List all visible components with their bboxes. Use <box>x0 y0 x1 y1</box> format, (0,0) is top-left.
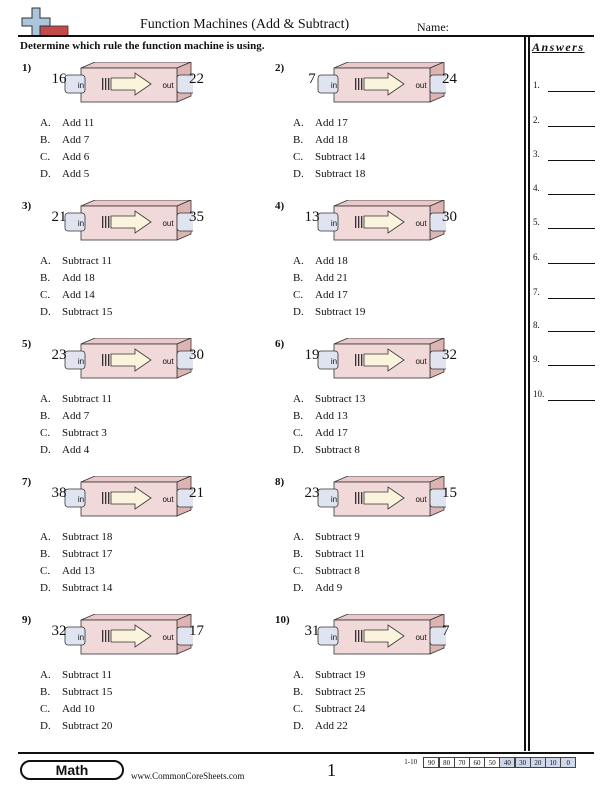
choice-letter: C. <box>293 703 304 715</box>
answer-choice[interactable] <box>40 563 112 580</box>
problem-number: 2) <box>275 62 285 74</box>
choice-letter: A. <box>293 255 304 267</box>
score-table <box>398 757 576 768</box>
problem-card <box>271 200 511 330</box>
choice-text: Subtract 24 <box>315 703 366 715</box>
choice-text: Add 10 <box>62 703 95 715</box>
score-cell: 60 <box>469 757 485 768</box>
header-divider <box>18 35 594 37</box>
in-label: in <box>330 495 338 504</box>
problem-card <box>18 476 258 606</box>
input-value: 23 <box>51 347 67 363</box>
choice-text: Subtract 11 <box>62 669 112 681</box>
problem-card <box>271 476 511 606</box>
choice-text: Subtract 14 <box>62 582 113 594</box>
answer-underline <box>548 298 595 299</box>
choice-letter: C. <box>293 565 304 577</box>
output-value: 21 <box>189 485 204 501</box>
out-label: out <box>162 81 174 90</box>
choice-letter: B. <box>40 686 51 698</box>
answer-choice[interactable] <box>293 529 365 546</box>
choice-letter: D. <box>40 168 51 180</box>
answer-blank[interactable] <box>533 354 595 366</box>
choice-list <box>40 391 112 459</box>
choice-text: Subtract 11 <box>62 393 112 405</box>
choice-letter: A. <box>40 669 51 681</box>
score-cell: 50 <box>484 757 500 768</box>
choice-list <box>40 115 94 183</box>
choice-letter: D. <box>40 720 51 732</box>
answer-choice[interactable] <box>40 304 112 321</box>
answers-title: Answers <box>532 40 585 54</box>
choice-text: Subtract 15 <box>62 306 113 318</box>
answer-blank[interactable] <box>533 183 595 195</box>
choice-text: Add 18 <box>315 255 348 267</box>
choice-letter: B. <box>40 134 51 146</box>
choice-text: Subtract 20 <box>62 720 113 732</box>
answer-choice[interactable] <box>40 529 112 546</box>
out-label: out <box>162 633 174 642</box>
problem-number: 6) <box>275 338 285 350</box>
choice-text: Subtract 11 <box>62 255 112 267</box>
footer-divider <box>18 752 594 754</box>
out-label: out <box>415 495 427 504</box>
answer-number: 4. <box>533 183 540 193</box>
answer-underline <box>548 263 595 264</box>
answer-choice[interactable] <box>293 718 365 735</box>
choice-text: Add 9 <box>315 582 343 594</box>
choice-text: Add 14 <box>62 289 95 301</box>
problem-card <box>18 200 258 330</box>
choice-text: Add 17 <box>315 427 348 439</box>
answer-blank[interactable] <box>533 320 595 332</box>
choice-letter: D. <box>293 720 304 732</box>
choice-text: Subtract 19 <box>315 306 366 318</box>
choice-text: Add 4 <box>62 444 90 456</box>
score-cell: 20 <box>530 757 546 768</box>
answer-number: 3. <box>533 149 540 159</box>
choice-letter: A. <box>40 117 51 129</box>
choice-letter: D. <box>293 168 304 180</box>
answer-blank[interactable] <box>533 80 595 92</box>
choice-letter: C. <box>40 151 51 163</box>
choice-text: Subtract 19 <box>315 669 366 681</box>
in-label: in <box>77 357 85 366</box>
input-value: 31 <box>304 623 320 639</box>
choice-letter: D. <box>40 444 51 456</box>
score-cell: 70 <box>454 757 470 768</box>
choice-list <box>40 667 112 735</box>
output-value: 15 <box>442 485 457 501</box>
problem-number: 1) <box>22 62 32 74</box>
output-value: 30 <box>442 209 457 225</box>
out-label: out <box>415 219 427 228</box>
choice-letter: C. <box>40 427 51 439</box>
in-label: in <box>77 81 85 90</box>
problem-card <box>18 62 258 192</box>
choice-text: Subtract 13 <box>315 393 366 405</box>
choice-letter: C. <box>293 151 304 163</box>
score-cell: 30 <box>515 757 531 768</box>
choice-letter: C. <box>293 427 304 439</box>
answer-choice[interactable] <box>293 304 365 321</box>
choice-text: Add 5 <box>62 168 90 180</box>
score-cell: 10 <box>545 757 561 768</box>
answer-choice[interactable] <box>293 166 365 183</box>
choice-list <box>293 253 365 321</box>
choice-list <box>293 667 365 735</box>
in-label: in <box>330 357 338 366</box>
problem-card <box>18 614 258 744</box>
answer-choice[interactable] <box>40 701 112 718</box>
choice-list <box>40 529 112 597</box>
answer-number: 8. <box>533 320 540 330</box>
choice-list <box>293 115 365 183</box>
in-label: in <box>330 219 338 228</box>
choice-text: Subtract 18 <box>315 168 366 180</box>
choice-letter: C. <box>40 565 51 577</box>
answer-number: 10. <box>533 389 545 399</box>
choice-text: Add 22 <box>315 720 348 732</box>
choice-letter: B. <box>40 410 51 422</box>
answer-number: 6. <box>533 252 540 262</box>
score-range-label: 1-10 <box>404 758 418 766</box>
answer-choice[interactable] <box>293 667 365 684</box>
problem-card <box>271 614 511 744</box>
choice-text: Add 13 <box>315 410 348 422</box>
answer-number: 5. <box>533 217 540 227</box>
answer-choice[interactable] <box>293 684 365 701</box>
answer-blank[interactable] <box>533 149 595 161</box>
subject-badge: Math <box>20 760 124 780</box>
choice-letter: B. <box>40 272 51 284</box>
choice-letter: D. <box>293 306 304 318</box>
answer-choice[interactable] <box>293 287 365 304</box>
out-label: out <box>415 357 427 366</box>
answer-choice[interactable] <box>40 580 112 597</box>
choice-letter: A. <box>293 669 304 681</box>
answer-choice[interactable] <box>40 115 94 132</box>
in-label: in <box>330 81 338 90</box>
choice-letter: B. <box>293 272 304 284</box>
problem-number: 3) <box>22 200 32 212</box>
answer-choice[interactable] <box>40 408 112 425</box>
input-value: 16 <box>51 71 67 87</box>
input-value: 19 <box>304 347 320 363</box>
out-label: out <box>162 495 174 504</box>
answer-blank[interactable] <box>533 287 595 299</box>
choice-text: Subtract 9 <box>315 531 360 543</box>
answer-blank[interactable] <box>533 389 595 401</box>
answer-choice[interactable] <box>293 391 365 408</box>
answer-underline <box>548 160 595 161</box>
output-value: 32 <box>442 347 457 363</box>
answer-choice[interactable] <box>40 442 112 459</box>
answer-choice[interactable] <box>293 442 365 459</box>
problem-card <box>271 338 511 468</box>
answer-choice[interactable] <box>293 580 365 597</box>
choice-text: Add 13 <box>62 565 95 577</box>
choice-letter: D. <box>40 306 51 318</box>
website-url: www.CommonCoreSheets.com <box>131 771 245 781</box>
choice-letter: A. <box>40 531 51 543</box>
instructions: Determine which rule the function machine is using. <box>20 40 265 52</box>
choice-letter: A. <box>293 393 304 405</box>
choice-text: Subtract 3 <box>62 427 107 439</box>
answer-choice[interactable] <box>40 425 112 442</box>
choice-text: Add 7 <box>62 410 90 422</box>
choice-letter: D. <box>40 582 51 594</box>
input-value: 21 <box>51 209 67 225</box>
score-cell: 40 <box>499 757 515 768</box>
input-value: 38 <box>51 485 67 501</box>
choice-letter: D. <box>293 444 304 456</box>
answer-blank[interactable] <box>533 217 595 229</box>
choice-text: Subtract 18 <box>62 531 113 543</box>
choice-text: Add 21 <box>315 272 348 284</box>
choice-letter: C. <box>40 289 51 301</box>
answer-underline <box>548 126 595 127</box>
answer-choice[interactable] <box>40 546 112 563</box>
answer-choice[interactable] <box>293 149 365 166</box>
problem-number: 4) <box>275 200 285 212</box>
choice-text: Subtract 11 <box>315 548 365 560</box>
answer-column-border <box>528 37 530 751</box>
choice-text: Add 11 <box>62 117 95 129</box>
answer-blank[interactable] <box>533 115 595 127</box>
answer-underline <box>548 228 595 229</box>
choice-letter: B. <box>293 134 304 146</box>
in-label: in <box>77 219 85 228</box>
output-value: 35 <box>189 209 204 225</box>
answer-choice[interactable] <box>40 667 112 684</box>
page-number: 1 <box>327 760 336 780</box>
in-label: in <box>330 633 338 642</box>
answer-choice[interactable] <box>40 253 112 270</box>
answer-blank[interactable] <box>533 252 595 264</box>
answer-choice[interactable] <box>293 425 365 442</box>
choice-letter: B. <box>293 548 304 560</box>
answer-choice[interactable] <box>40 166 94 183</box>
input-value: 32 <box>51 623 67 639</box>
answer-underline <box>548 365 595 366</box>
answer-choice[interactable] <box>40 287 112 304</box>
input-value: 23 <box>304 485 320 501</box>
answer-number: 2. <box>533 115 540 125</box>
answer-choice[interactable] <box>293 563 365 580</box>
choice-list <box>293 391 365 459</box>
choice-text: Add 18 <box>315 134 348 146</box>
answer-choice[interactable] <box>40 718 112 735</box>
choice-text: Add 17 <box>315 117 348 129</box>
choice-letter: A. <box>40 393 51 405</box>
problem-card <box>18 338 258 468</box>
choice-text: Subtract 17 <box>62 548 113 560</box>
score-cell: 90 <box>423 757 439 768</box>
choice-letter: D. <box>293 582 304 594</box>
choice-list <box>40 253 112 321</box>
name-label: Name: <box>417 20 449 34</box>
choice-letter: C. <box>293 289 304 301</box>
choice-text: Add 6 <box>62 151 90 163</box>
choice-text: Subtract 15 <box>62 686 113 698</box>
score-cell: 0 <box>560 757 576 768</box>
choice-text: Add 17 <box>315 289 348 301</box>
answer-choice[interactable] <box>293 270 365 287</box>
problem-number: 7) <box>22 476 32 488</box>
choice-letter: B. <box>293 686 304 698</box>
output-value: 17 <box>189 623 204 639</box>
score-cell: 80 <box>439 757 455 768</box>
out-label: out <box>415 81 427 90</box>
answer-choice[interactable] <box>293 408 365 425</box>
answer-choice[interactable] <box>293 132 365 149</box>
choice-letter: B. <box>40 548 51 560</box>
output-value: 30 <box>189 347 204 363</box>
choice-letter: A. <box>293 117 304 129</box>
choice-text: Add 7 <box>62 134 90 146</box>
output-value: 24 <box>442 71 457 87</box>
answer-number: 9. <box>533 354 540 364</box>
answer-number: 7. <box>533 287 540 297</box>
answer-underline <box>548 331 595 332</box>
choice-text: Subtract 8 <box>315 444 360 456</box>
problem-number: 9) <box>22 614 32 626</box>
choice-letter: C. <box>40 703 51 715</box>
choice-list <box>293 529 365 597</box>
problem-number: 8) <box>275 476 285 488</box>
answer-choice[interactable] <box>293 253 365 270</box>
problem-number: 5) <box>22 338 32 350</box>
answer-underline <box>548 194 595 195</box>
in-label: in <box>77 495 85 504</box>
choice-text: Subtract 25 <box>315 686 366 698</box>
in-label: in <box>77 633 85 642</box>
answer-choice[interactable] <box>293 115 365 132</box>
answer-number: 1. <box>533 80 540 90</box>
input-value: 7 <box>308 71 316 87</box>
out-label: out <box>162 219 174 228</box>
out-label: out <box>162 357 174 366</box>
choice-text: Subtract 14 <box>315 151 366 163</box>
output-value: 22 <box>189 71 204 87</box>
output-value: 7 <box>442 623 450 639</box>
page-title: Function Machines (Add & Subtract) <box>140 17 350 32</box>
problem-number: 10) <box>275 614 290 626</box>
answer-underline <box>548 400 595 401</box>
input-value: 13 <box>304 209 320 225</box>
choice-text: Add 18 <box>62 272 95 284</box>
answer-choice[interactable] <box>40 391 112 408</box>
answer-choice[interactable] <box>40 270 112 287</box>
answer-column-border <box>524 37 526 751</box>
answer-choice[interactable] <box>40 684 112 701</box>
problem-card <box>271 62 511 192</box>
choice-letter: B. <box>293 410 304 422</box>
answer-choice[interactable] <box>293 546 365 563</box>
answer-choice[interactable] <box>40 149 94 166</box>
out-label: out <box>415 633 427 642</box>
choice-text: Subtract 8 <box>315 565 360 577</box>
answer-underline <box>548 91 595 92</box>
answer-choice[interactable] <box>293 701 365 718</box>
choice-letter: A. <box>40 255 51 267</box>
choice-letter: A. <box>293 531 304 543</box>
answer-choice[interactable] <box>40 132 94 149</box>
